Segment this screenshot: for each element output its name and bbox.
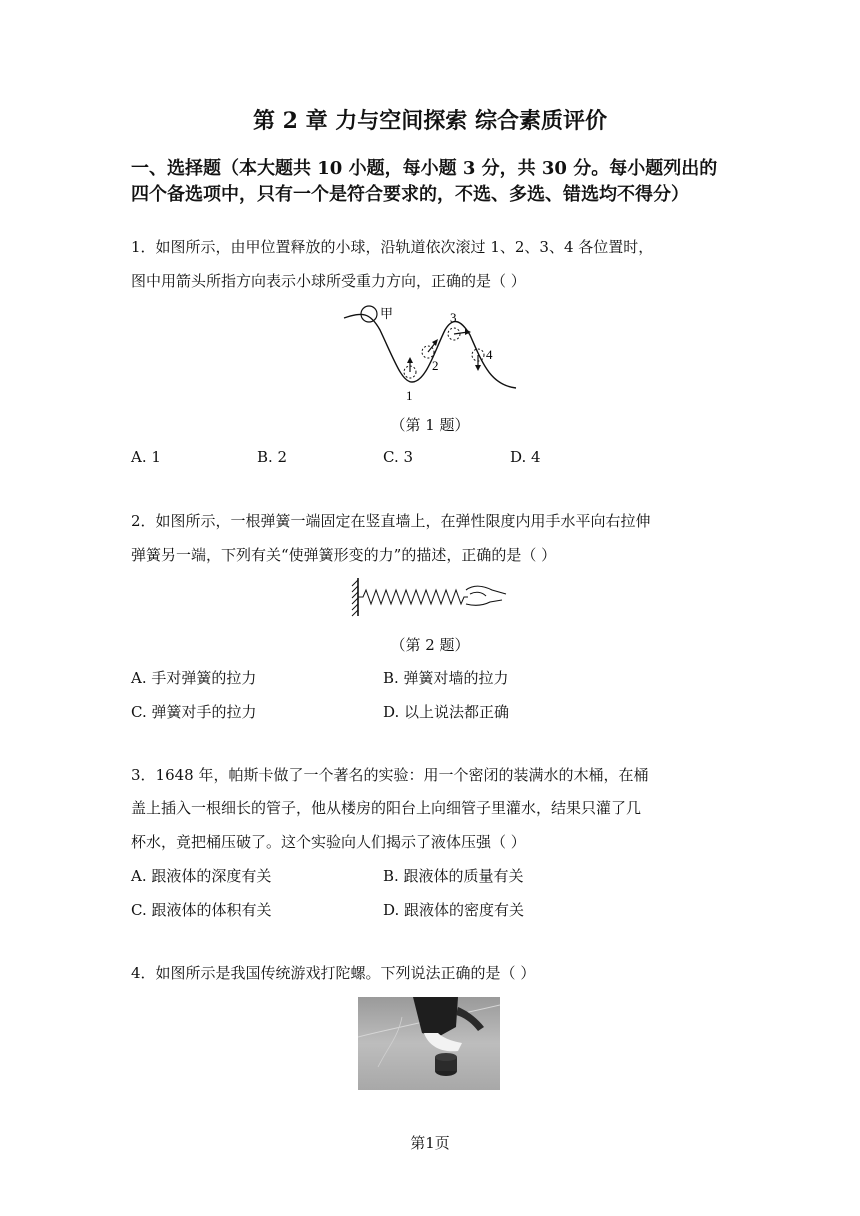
q3-option-d: D. 跟液体的密度有关 bbox=[383, 901, 525, 919]
q2-spring-figure bbox=[350, 576, 510, 618]
label-start: 甲 bbox=[380, 306, 394, 321]
page-title: 第 2 章 力与空间探索 综合素质评价 bbox=[253, 108, 607, 134]
q1-option-a: A. 1 bbox=[131, 448, 161, 466]
q2-option-c: C. 弹簧对手的拉力 bbox=[131, 703, 257, 721]
label-3: 3 bbox=[450, 310, 457, 325]
q2-line-2: 弹簧另一端，下列有关“使弹簧形变的力”的描述，正确的是（ ） bbox=[131, 546, 557, 564]
label-1: 1 bbox=[406, 388, 413, 403]
spinning-top-photo bbox=[358, 997, 500, 1090]
q2-line-1: 2．如图所示，一根弹簧一端固定在竖直墙上，在弹性限度内用手水平向右拉伸 bbox=[131, 512, 651, 530]
q2-option-d: D. 以上说法都正确 bbox=[383, 703, 510, 721]
q3-option-a: A. 跟液体的深度有关 bbox=[131, 867, 272, 885]
q1-option-c: C. 3 bbox=[383, 448, 414, 466]
q1-option-d: D. 4 bbox=[510, 448, 541, 466]
q2-option-a: A. 手对弹簧的拉力 bbox=[131, 669, 257, 687]
q1-line-1: 1．如图所示，由甲位置释放的小球，沿轨道依次滚过 1、2、3、4 各位置时， bbox=[131, 238, 654, 256]
q3-option-b: B. 跟液体的质量有关 bbox=[383, 867, 524, 885]
q1-option-b: B. 2 bbox=[257, 448, 288, 466]
q3-option-c: C. 跟液体的体积有关 bbox=[131, 901, 272, 919]
section-heading: 一、选择题（本大题共 10 小题，每小题 3 分，共 30 分。每小题列出的四个备选项中，只有一个是符合要求的，不选、多选、错选均不得分） bbox=[131, 158, 718, 205]
q3-line-3: 杯水，竟把桶压破了。这个实验向人们揭示了液体压强（ ） bbox=[131, 833, 526, 851]
label-2: 2 bbox=[432, 358, 439, 373]
q3-line-1: 3．1648 年，帕斯卡做了一个著名的实验：用一个密闭的装满水的木桶，在桶 bbox=[131, 766, 649, 784]
q1-line-2: 图中用箭头所指方向表示小球所受重力方向，正确的是（ ） bbox=[131, 272, 526, 290]
q1-caption: （第 1 题） bbox=[390, 416, 470, 434]
q3-line-2: 盖上插入一根细长的管子，他从楼房的阳台上向细管子里灌水，结果只灌了几 bbox=[131, 799, 642, 817]
q2-option-b: B. 弹簧对墙的拉力 bbox=[383, 669, 509, 687]
q1-track-figure bbox=[340, 300, 520, 405]
label-4: 4 bbox=[486, 347, 493, 362]
q4-line-1: 4．如图所示是我国传统游戏打陀螺。下列说法正确的是（ ） bbox=[131, 964, 536, 982]
q2-caption: （第 2 题） bbox=[390, 636, 470, 654]
page-number: 第1页 bbox=[410, 1134, 450, 1152]
